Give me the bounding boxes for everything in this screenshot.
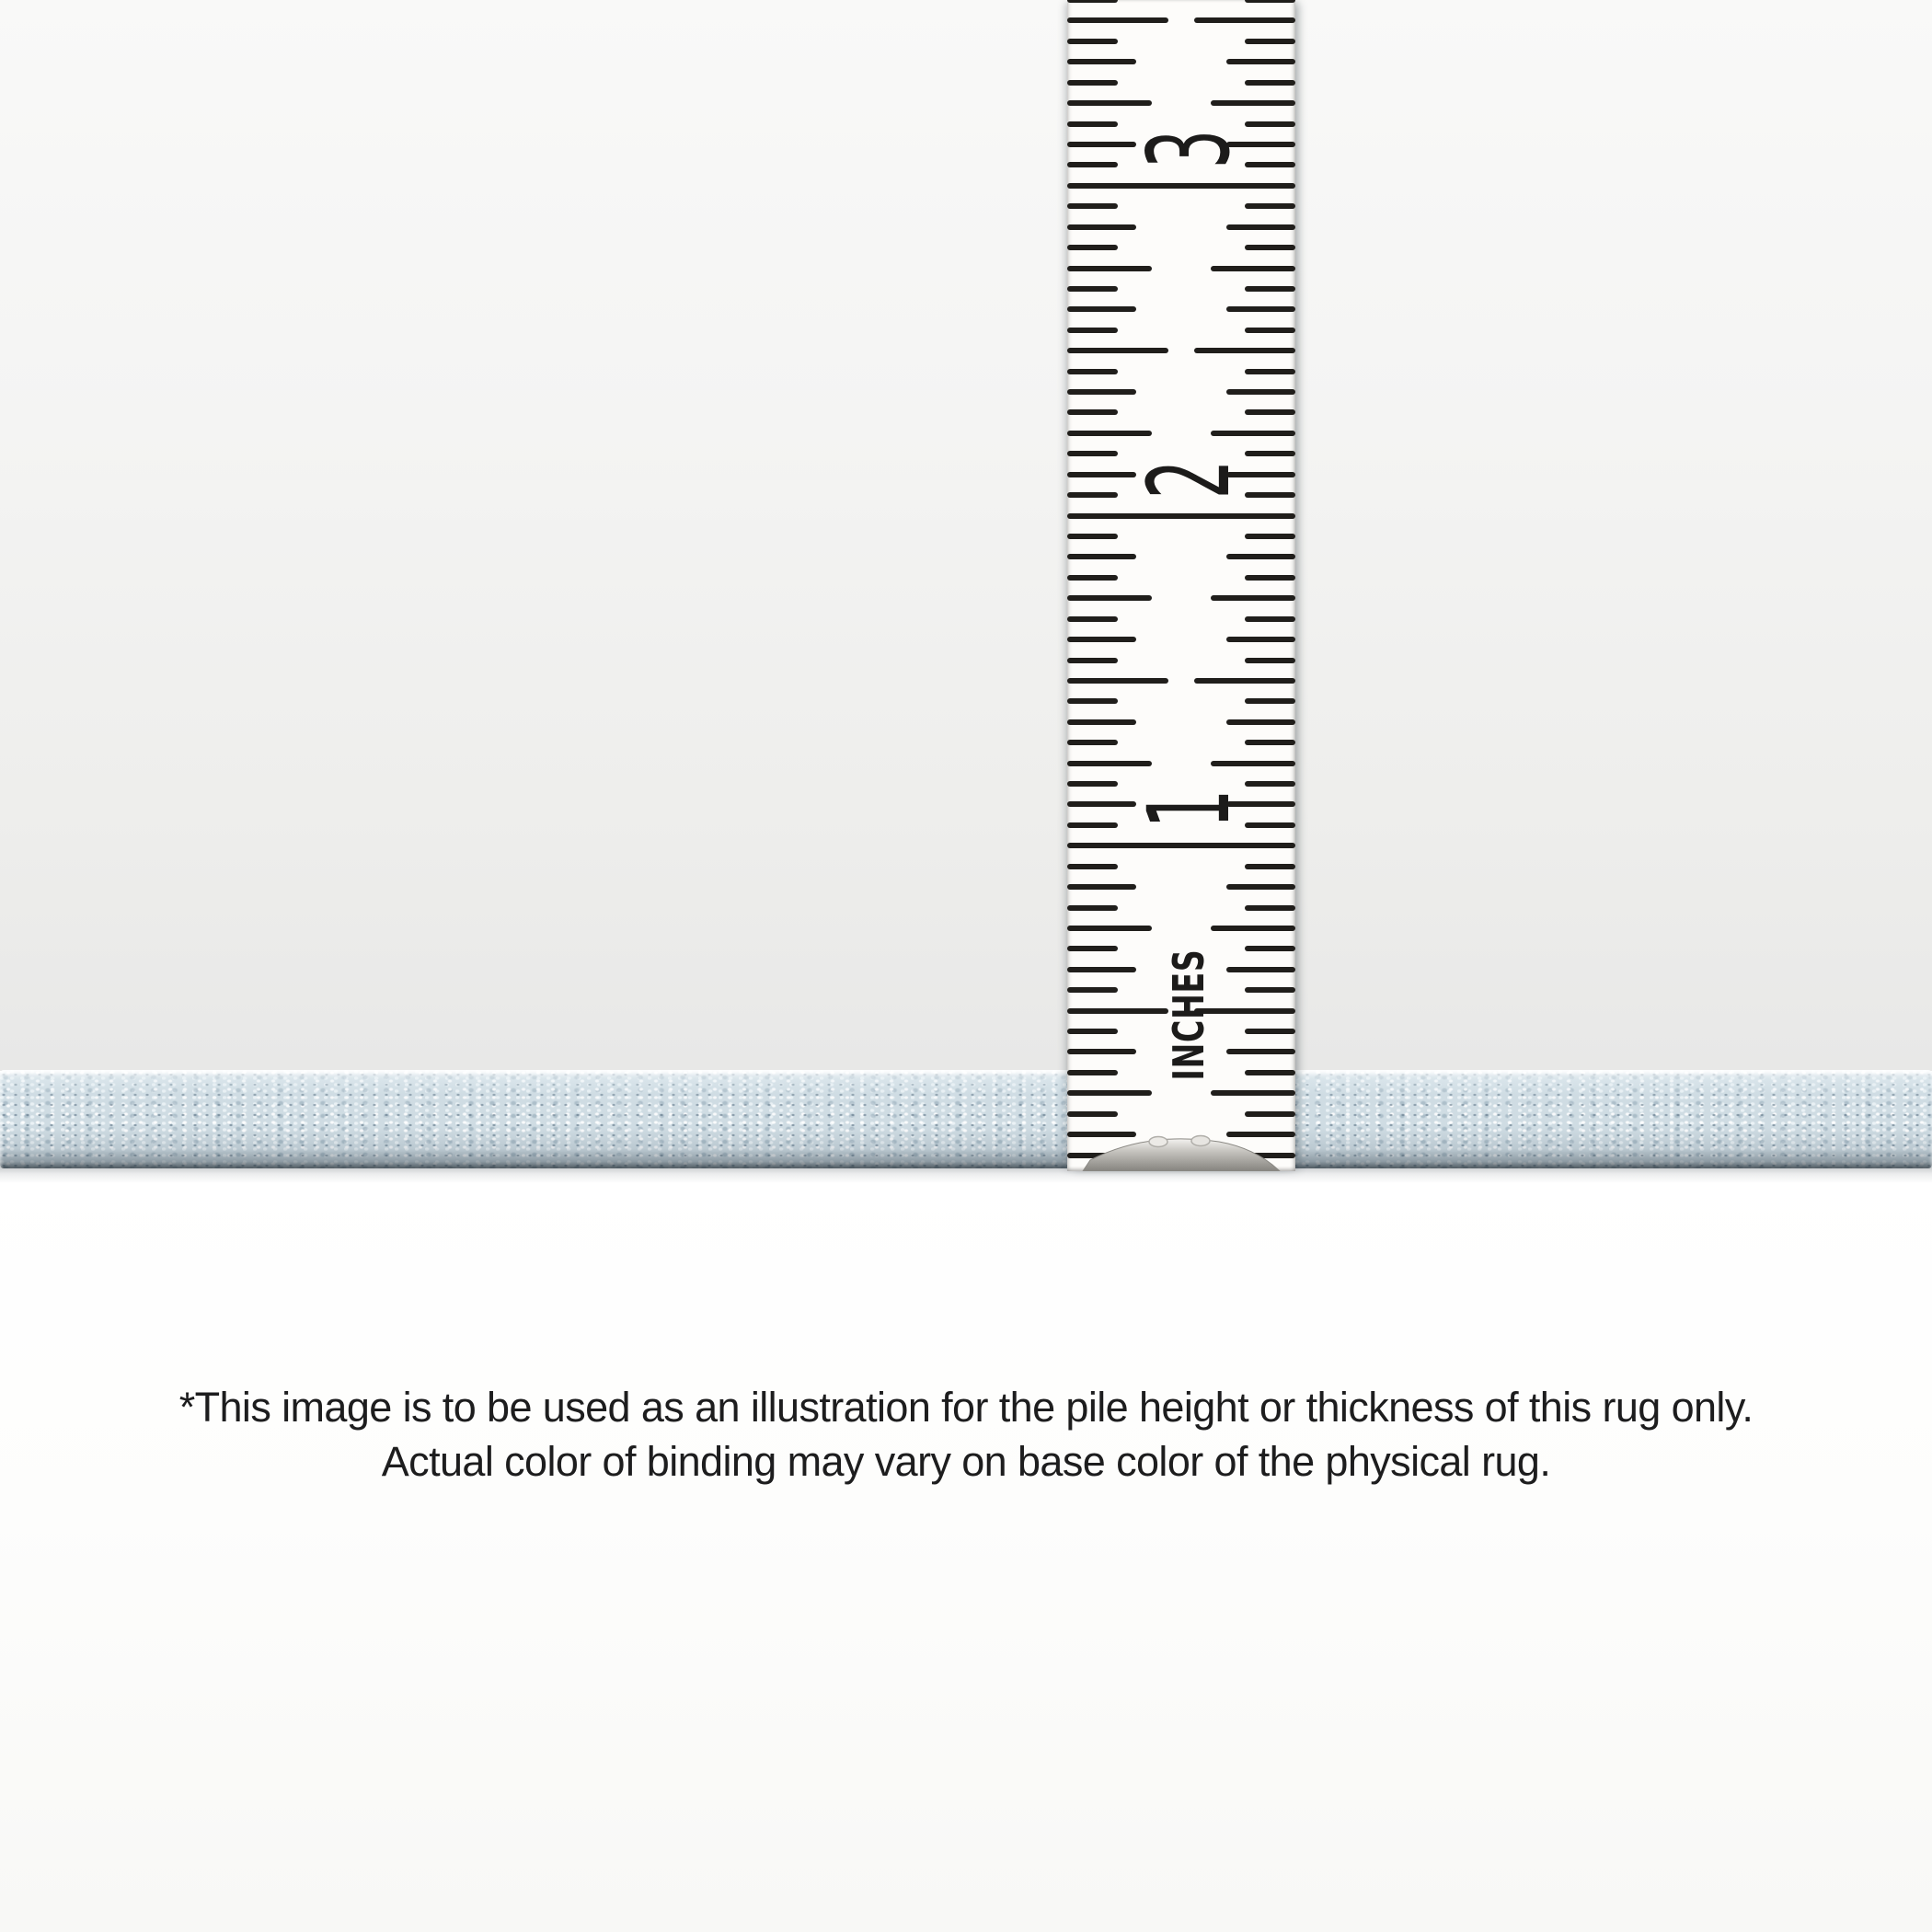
ruler-tick (1067, 59, 1136, 64)
ruler-tick (1211, 100, 1295, 106)
ruler-tick (1245, 1111, 1295, 1117)
ruler-tick (1067, 183, 1295, 189)
ruler-tick (1067, 595, 1152, 601)
ruler-tick (1067, 1008, 1168, 1014)
ruler-tick (1226, 389, 1295, 395)
ruler-tick (1067, 389, 1136, 395)
ruler-tick (1067, 1070, 1118, 1075)
ruler-tick (1067, 121, 1118, 127)
ruler-tick (1245, 658, 1295, 663)
ruler-tick (1211, 926, 1295, 931)
ruler-tick (1067, 575, 1118, 581)
ruler-tick (1194, 678, 1295, 684)
ruler-tick (1067, 451, 1118, 456)
ruler-tick (1245, 203, 1295, 209)
ruler-tick (1067, 80, 1118, 86)
caption-line-2: Actual color of binding may vary on base color of the physical rug. (381, 1438, 1551, 1486)
inch-number: 3 (1124, 129, 1255, 169)
ruler-tick (1067, 637, 1136, 642)
ruler-tick (1067, 967, 1136, 972)
ruler-tick (1211, 1090, 1295, 1096)
ruler-tick (1067, 987, 1118, 993)
ruler-tick (1226, 224, 1295, 230)
ruler-tick (1245, 328, 1295, 333)
ruler-tick (1245, 1070, 1295, 1075)
end-clip-body (1083, 1139, 1280, 1171)
caption-line-1: *This image is to be used as an illustration for the pile height or thickness of this rug only. (178, 1384, 1754, 1431)
ruler-tick (1226, 59, 1295, 64)
ruler-tick (1067, 781, 1118, 787)
ruler-tick (1245, 39, 1295, 44)
ruler-tick (1226, 967, 1295, 972)
ruler-tick (1245, 369, 1295, 374)
ruler-tick (1067, 492, 1118, 498)
ruler-tick (1194, 348, 1295, 353)
ruler-tick (1067, 203, 1118, 209)
ruler-tick (1226, 637, 1295, 642)
ruler-tick (1245, 80, 1295, 86)
ruler-tick (1067, 0, 1118, 3)
ruler-tick (1067, 348, 1168, 353)
ruler-tick (1211, 431, 1295, 436)
ruler-tick (1245, 698, 1295, 704)
ruler-tick (1067, 162, 1118, 167)
ruler-end-clip (1067, 1133, 1295, 1171)
end-clip-rivet (1191, 1136, 1210, 1146)
ruler-tick (1067, 1090, 1152, 1096)
ruler-tick (1245, 286, 1295, 292)
ruler-tick (1067, 822, 1118, 828)
inch-number: 2 (1124, 459, 1255, 499)
ruler-tick (1245, 781, 1295, 787)
ruler-tick (1245, 946, 1295, 951)
ruler-tick (1067, 286, 1118, 292)
rug-cross-section (0, 1070, 1932, 1168)
ruler-tick (1245, 451, 1295, 456)
table-surface (0, 1168, 1932, 1932)
ruler-tick (1245, 905, 1295, 911)
ruler-tick (1067, 843, 1295, 848)
ruler-tick (1067, 698, 1118, 704)
ruler-tick (1067, 926, 1152, 931)
ruler-tick (1067, 946, 1118, 951)
ruler-tick (1245, 575, 1295, 581)
ruler-tick (1067, 328, 1118, 333)
ruler-tick (1067, 245, 1118, 250)
ruler-tick (1211, 761, 1295, 766)
ruler-tick (1226, 554, 1295, 559)
end-clip-rivet (1149, 1137, 1167, 1147)
ruler-tick (1067, 1029, 1118, 1034)
ruler-tick (1245, 616, 1295, 622)
ruler-tick (1067, 39, 1118, 44)
ruler-tick (1226, 719, 1295, 725)
ruler-tick (1067, 409, 1118, 415)
ruler-tick (1067, 616, 1118, 622)
ruler-tick (1067, 884, 1136, 890)
ruler-tick (1067, 100, 1152, 106)
ruler-tick (1226, 1049, 1295, 1054)
ruler-tick (1067, 369, 1118, 374)
ruler-tick (1067, 266, 1152, 271)
ruler-tick (1067, 306, 1136, 312)
ruler-tick (1067, 431, 1152, 436)
ruler-tick (1067, 719, 1136, 725)
ruler-tick (1067, 905, 1118, 911)
ruler-tick (1067, 658, 1118, 663)
ruler-tick (1067, 224, 1136, 230)
ruler-tick (1067, 740, 1118, 745)
inch-number: 1 (1124, 788, 1255, 829)
ruler-tick (1211, 595, 1295, 601)
caption (0, 1380, 1932, 1489)
ruler-tick (1245, 1029, 1295, 1034)
ruler-tick (1245, 534, 1295, 539)
ruler-tick (1067, 1111, 1118, 1117)
ruler-tick (1245, 740, 1295, 745)
ruler-tick (1067, 554, 1136, 559)
ruler (1067, 0, 1295, 1171)
ruler-tick (1194, 17, 1295, 23)
ruler-tick (1245, 121, 1295, 127)
ruler-tick (1067, 17, 1168, 23)
ruler-tick (1226, 884, 1295, 890)
ruler-tick (1067, 864, 1118, 869)
ruler-unit-label: INCHES (1164, 949, 1213, 1081)
ruler-tick (1211, 266, 1295, 271)
ruler-tick (1067, 678, 1168, 684)
ruler-tick (1245, 409, 1295, 415)
ruler-tick (1245, 987, 1295, 993)
ruler-tick (1245, 0, 1295, 3)
ruler-tick (1067, 1049, 1136, 1054)
ruler-tick (1245, 245, 1295, 250)
rug-shadow (0, 1167, 1932, 1183)
ruler-tick (1067, 761, 1152, 766)
ruler-tick (1226, 306, 1295, 312)
ruler-tick (1067, 513, 1295, 519)
ruler-tick (1245, 864, 1295, 869)
ruler-tick (1067, 534, 1118, 539)
